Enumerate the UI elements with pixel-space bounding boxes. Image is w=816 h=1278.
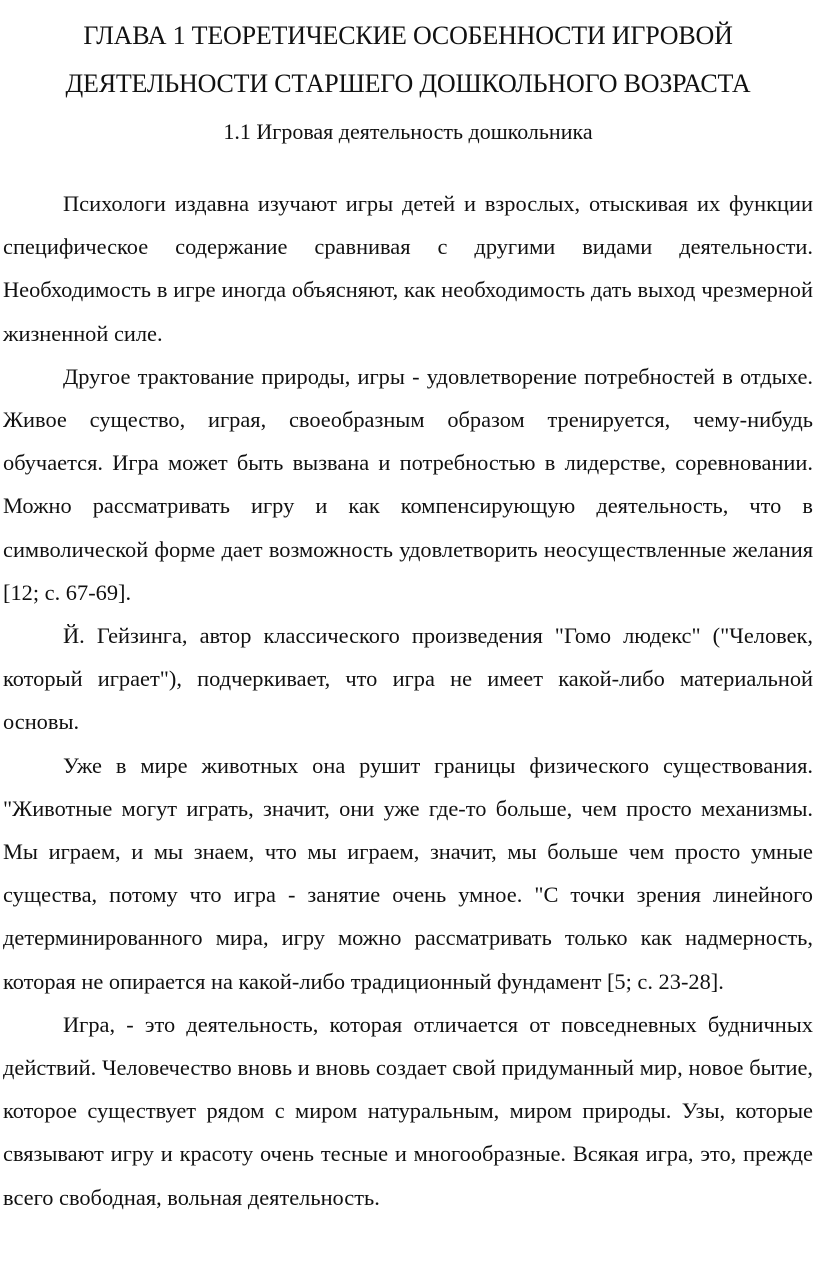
chapter-title: ГЛАВА 1 ТЕОРЕТИЧЕСКИЕ ОСОБЕННОСТИ ИГРОВОЙ ДЕЯТЕЛЬНОСТИ СТАРШЕГО ДОШКОЛЬНОГО ВОЗРАСТА (65, 21, 751, 98)
paragraph: Й. Гейзинга, автор классического произведения "Гомо людекс" ("Человек, который играет"), подчеркивает, что игра не имеет какой-либо материальной основы. (3, 623, 813, 735)
paragraph: Другое трактование природы, игры - удовлетворение потребностей в отдыхе. Живое существо, играя, своеобразным образом тренируется, чему-нибудь обучается. Игра может быть вызвана и потребностью в лидерстве, соревновании. Можно рассматривать игру и как компенсирующую деятельность, что в символической форме дает возможность удовлетворить неосуществленные желания [12; с. 67-69]. (3, 363, 813, 605)
paragraph: Уже в мире животных она рушит границы физического существования. "Животные могут играть, значит, они уже где-то больше, чем просто механизмы. Мы играем, и мы знаем, что мы играем, значит, мы больше чем просто умные существа, потому что игра - занятие очень умное. "С точки зрения линейного детерминированного мира, игру можно рассматривать только как надмерность, которая не опирается на какой-либо традиционный фундамент [5; с. 23-28]. (3, 752, 813, 994)
paragraph: Игра, - это деятельность, которая отличается от повседневных будничных действий. Человечество вновь и вновь создает свой придуманный мир, новое бытие, которое существует рядом с миром натуральным, миром природы. Узы, которые связывают игру и красоту очень тесные и многообразные. Всякая игра, это, прежде всего свободная, вольная деятельность. (3, 1011, 813, 1210)
paragraph: Психологи издавна изучают игры детей и взрослых, отыскивая их функции специфическое содержание сравнивая с другими видами деятельности. Необходимость в игре иногда объясняют, как необходимость дать выход чрезмерной жизненной силе. (3, 191, 813, 346)
section-title: 1.1 Игровая деятельность дошкольника (223, 119, 593, 144)
body-text (3, 182, 813, 1219)
